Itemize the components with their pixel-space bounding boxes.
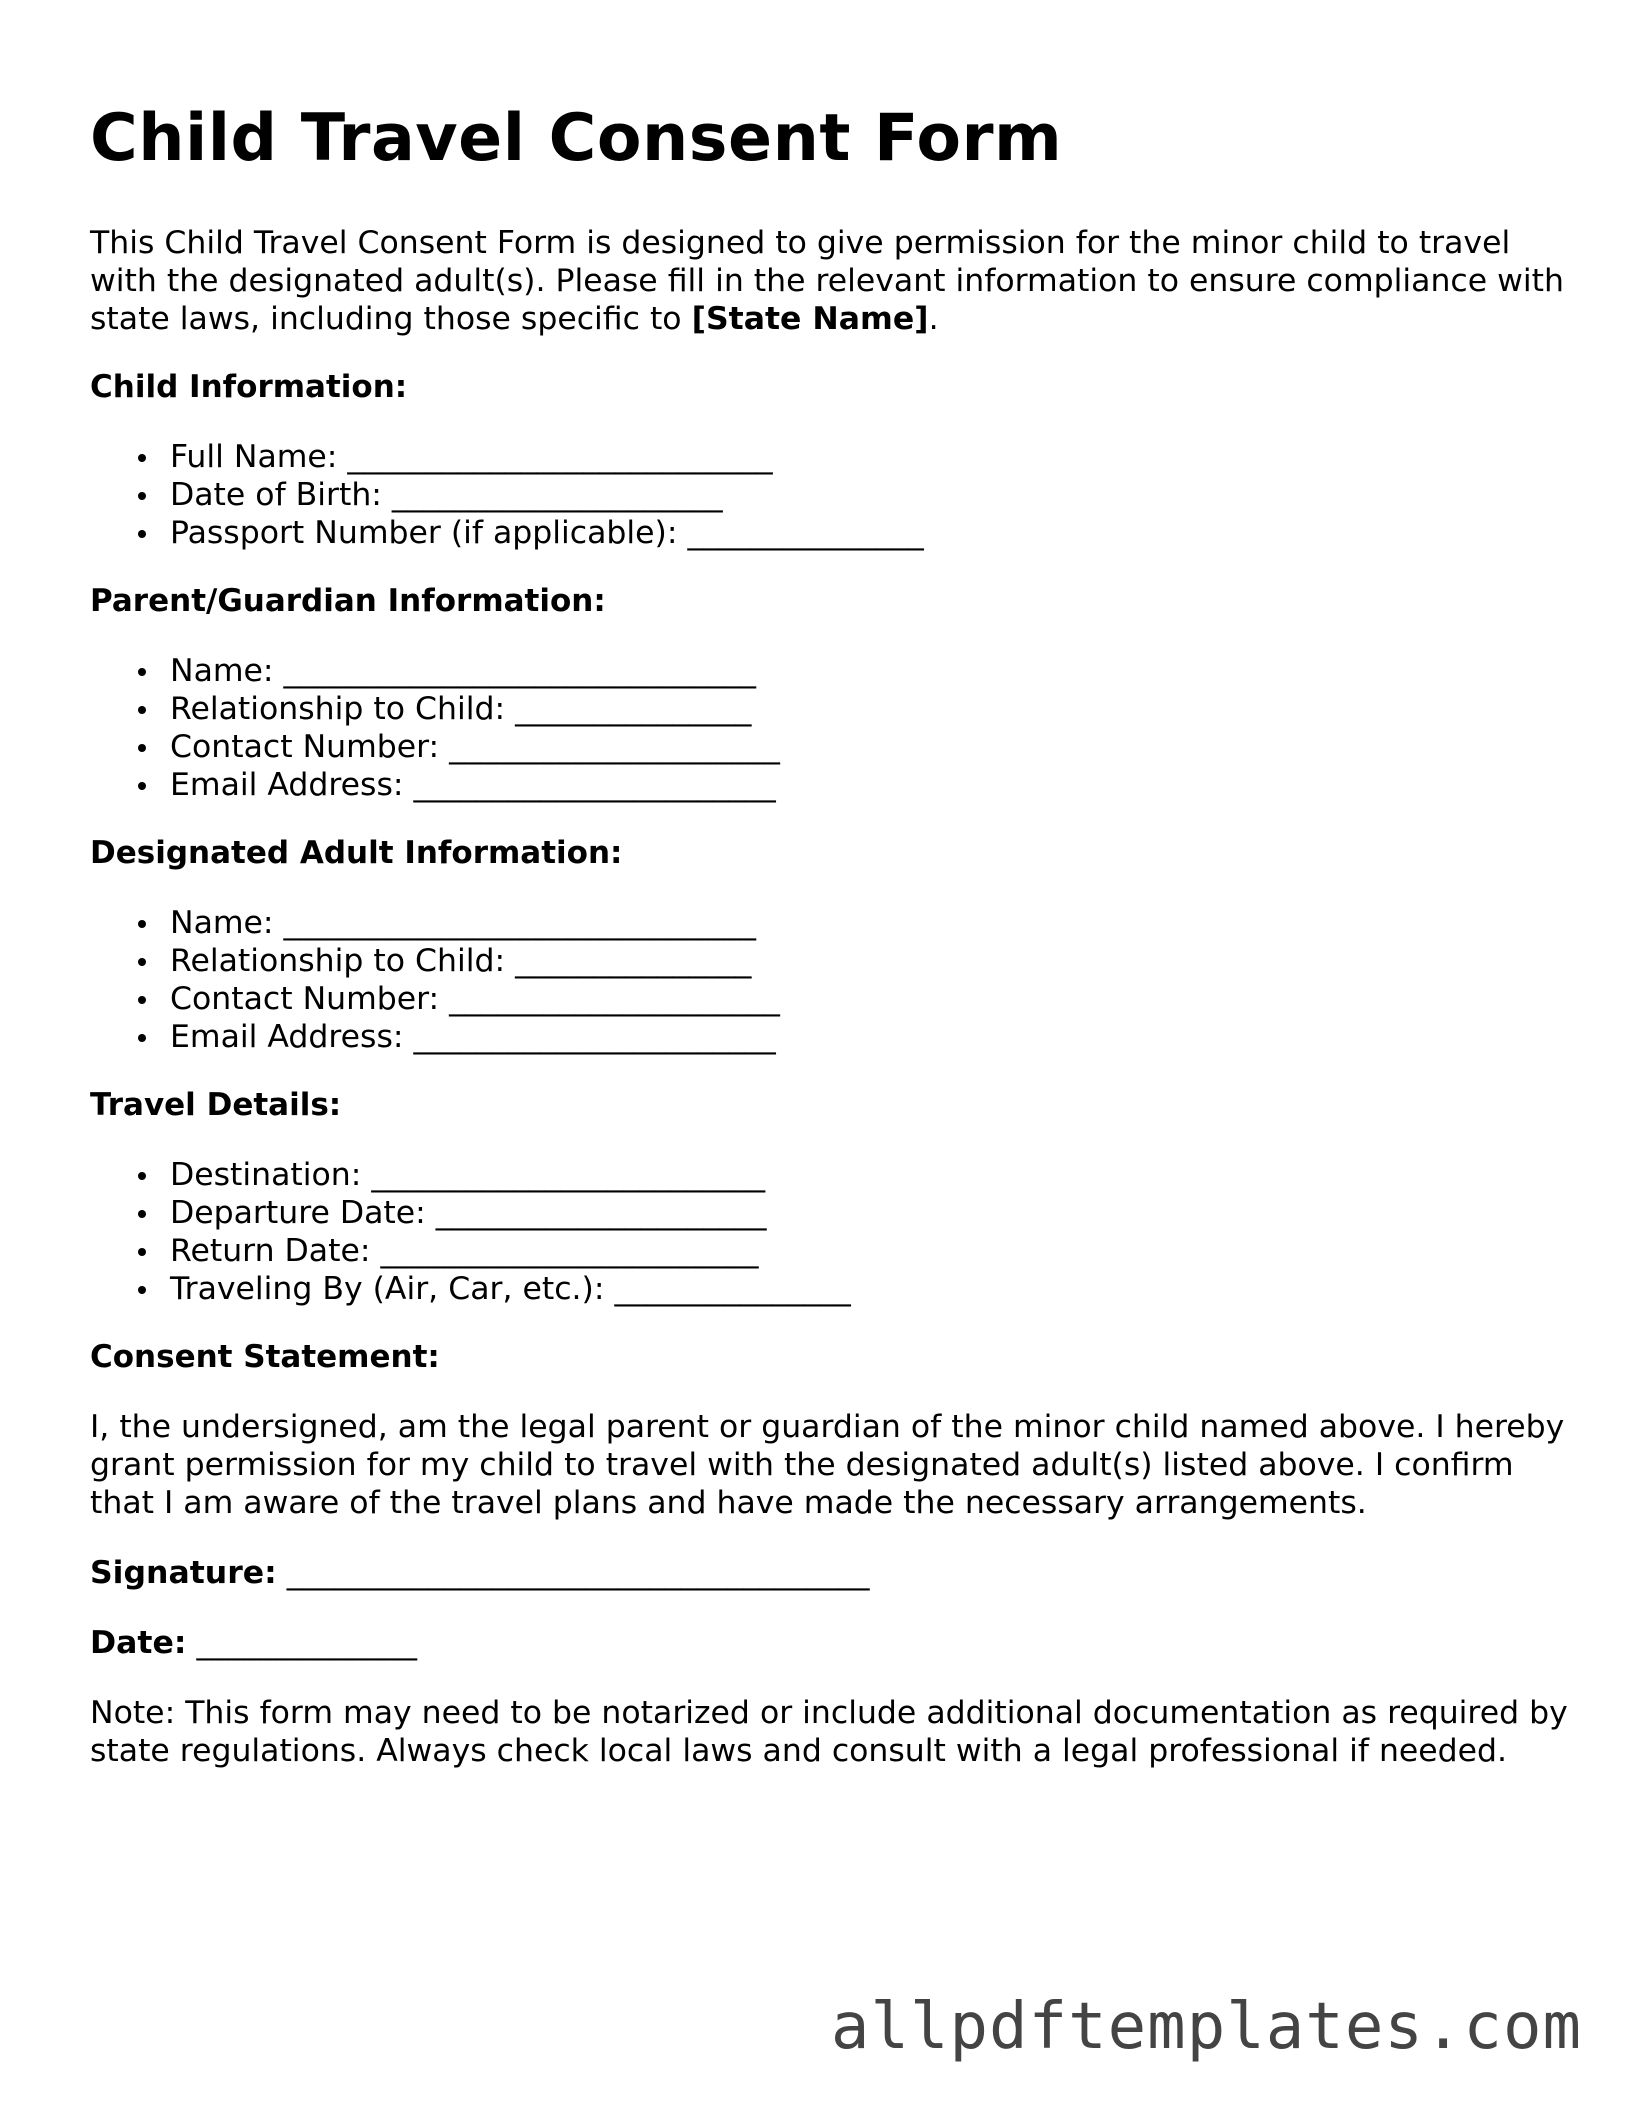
child-dob-field[interactable]: Date of Birth: _____________________ [170, 476, 1580, 514]
parent-info-heading: Parent/Guardian Information: [90, 583, 606, 619]
child-info-heading: Child Information: [90, 369, 408, 405]
parent-contact-field[interactable]: Contact Number: _____________________ [170, 728, 1580, 766]
adult-info-heading: Designated Adult Information: [90, 835, 623, 871]
adult-email-field[interactable]: Email Address: _______________________ [170, 1018, 1580, 1056]
travel-details-heading: Travel Details: [90, 1087, 342, 1123]
signature-blank[interactable]: _____________________________________ [286, 1555, 870, 1591]
parent-email-field[interactable]: Email Address: _______________________ [170, 766, 1580, 804]
consent-paragraph: I, the undersigned, am the legal parent or guardian of the minor child named above. I hereby grant permission for my child to travel with the designated adult(s) listed above. I confirm that I am aware of the travel plans and have made the necessary arrangements. [90, 1409, 1565, 1521]
signature-label: Signature: [90, 1555, 277, 1591]
date-blank[interactable]: ______________ [196, 1625, 417, 1661]
child-full-name-field[interactable]: Full Name: ___________________________ [170, 438, 1580, 476]
departure-date-field[interactable]: Departure Date: _____________________ [170, 1194, 1580, 1232]
date-line[interactable] [90, 1624, 1580, 1662]
consent-heading: Consent Statement: [90, 1339, 440, 1375]
travel-details-list [90, 1156, 1580, 1308]
parent-info-list [90, 652, 1580, 804]
intro-end: . [928, 301, 939, 337]
parent-relationship-field[interactable]: Relationship to Child: _______________ [170, 690, 1580, 728]
traveling-by-field[interactable]: Traveling By (Air, Car, etc.): _______________ [170, 1270, 1580, 1308]
parent-name-field[interactable]: Name: ______________________________ [170, 652, 1580, 690]
note-paragraph: Note: This form may need to be notarized or include additional documentation as required by state regulations. Always check local laws and consult with a legal professional if needed. [90, 1695, 1568, 1769]
child-info-list [90, 438, 1580, 552]
state-name-placeholder: [State Name] [691, 301, 929, 337]
return-date-field[interactable]: Return Date: ________________________ [170, 1232, 1580, 1270]
adult-name-field[interactable]: Name: ______________________________ [170, 904, 1580, 942]
intro-paragraph [90, 224, 1580, 338]
destination-field[interactable]: Destination: _________________________ [170, 1156, 1580, 1194]
adult-relationship-field[interactable]: Relationship to Child: _______________ [170, 942, 1580, 980]
child-passport-field[interactable]: Passport Number (if applicable): _______________ [170, 514, 1580, 552]
document-page [90, 100, 1580, 1770]
signature-line[interactable] [90, 1554, 1580, 1592]
adult-contact-field[interactable]: Contact Number: _____________________ [170, 980, 1580, 1018]
adult-info-list [90, 904, 1580, 1056]
page-title: Child Travel Consent Form [90, 101, 1063, 176]
date-label: Date: [90, 1625, 187, 1661]
watermark: allpdftemplates.com [830, 1990, 1582, 2064]
intro-text: This Child Travel Consent Form is designed to give permission for the minor child to travel with the designated adult(s). Please fill in the relevant information to ensure compliance with state laws, including those specific to [90, 225, 1564, 337]
